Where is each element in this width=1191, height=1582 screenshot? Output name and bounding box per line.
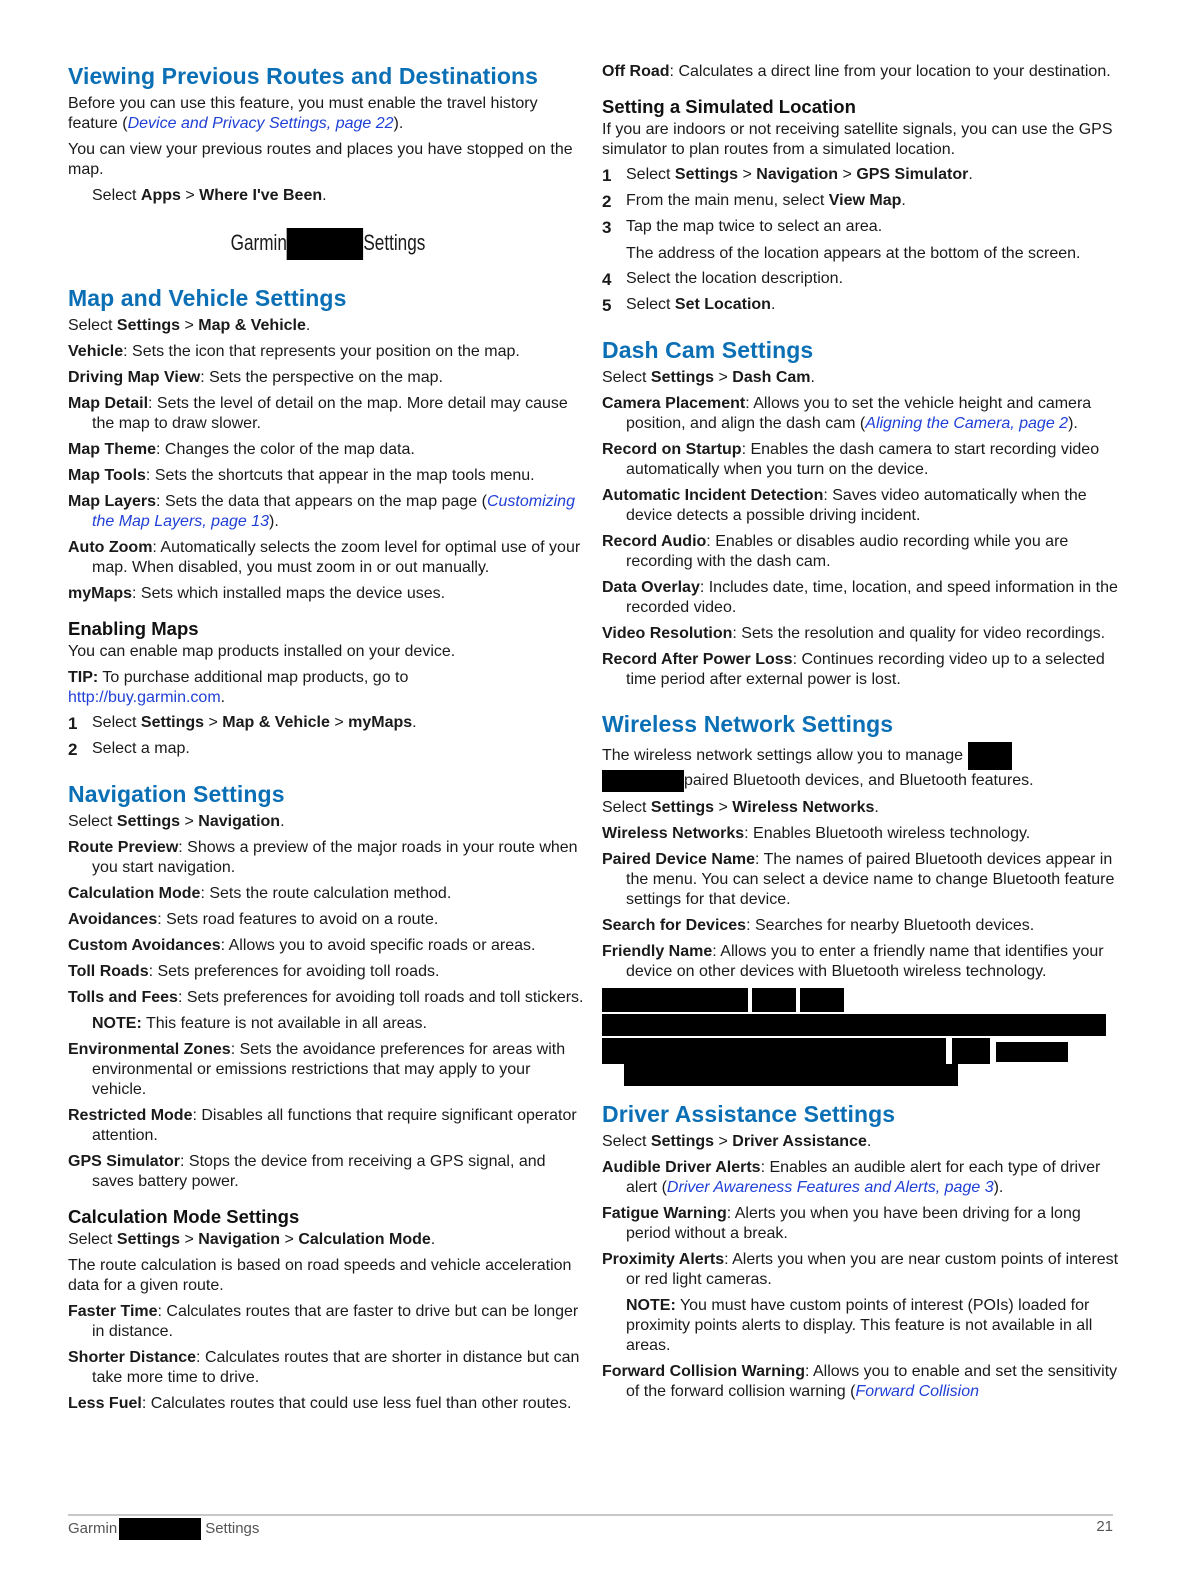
viewing-routes-intro: Before you can use this feature, you must enable the travel history feature (Device and Privacy Settings, page 22). — [68, 95, 538, 132]
simulated-location-intro: If you are indoors or not receiving satellite signals, you can use the GPS simulator to plan routes from a simulated location. — [602, 121, 1113, 158]
definition-item: Audible Driver Alerts: Enables an audible alert for each type of driver alert (Driver Awareness Features and Alerts, page 3). — [602, 1159, 1101, 1196]
proximity-note: NOTE: You must have custom points of interest (POIs) loaded for proximity points alerts to display. This feature is not available in all areas. — [626, 1297, 1093, 1354]
definition-item: Proximity Alerts: Alerts you when you are near custom points of interest or red light cameras. — [602, 1251, 1119, 1288]
definition-item: Toll Roads: Sets preferences for avoiding toll roads. — [68, 963, 440, 980]
definition-item: Map Tools: Sets the shortcuts that appear in the map tools menu. — [68, 467, 535, 484]
navigation-settings-heading: Navigation Settings — [68, 781, 285, 807]
definition-item: Less Fuel: Calculates routes that could use less fuel than other routes. — [68, 1395, 572, 1412]
driver-assistance-instruction: Select Settings > Driver Assistance. — [602, 1133, 872, 1150]
redaction-block — [968, 742, 1012, 770]
step-item: 1 Select Settings > Map & Vehicle > myMaps. — [68, 714, 417, 733]
footer-divider — [68, 1514, 1113, 1516]
definition-item: Off Road: Calculates a direct line from your location to your destination. — [602, 63, 1111, 80]
buy-garmin-link[interactable]: http://buy.garmin.com — [68, 689, 221, 706]
definition-item: Fatigue Warning: Alerts you when you have been driving for a long period without a break. — [602, 1205, 1081, 1242]
enabling-maps-tip: TIP: To purchase additional map products, go to http://buy.garmin.com. — [68, 669, 409, 706]
device-privacy-settings-link[interactable]: Device and Privacy Settings, page 22 — [127, 115, 394, 132]
page-footer — [68, 1518, 1113, 1538]
definition-item: Record on Startup: Enables the dash camera to start recording video automatically when you turn on the device. — [602, 441, 1100, 478]
definition-item: Camera Placement: Allows you to set the vehicle height and camera position, and align the dash cam (Aligning the Camera, page 2). — [602, 395, 1092, 432]
step-item: 2 From the main menu, select View Map. — [602, 192, 906, 211]
definition-item: Auto Zoom: Automatically selects the zoom level for optimal use of your map. When disabled, you must zoom in or out manually. — [68, 539, 581, 576]
definition-item: Custom Avoidances: Allows you to avoid specific roads or areas. — [68, 937, 536, 954]
definition-item: Wireless Networks: Enables Bluetooth wireless technology. — [602, 825, 1031, 842]
definition-item: Environmental Zones: Sets the avoidance preferences for areas with environmental or emissions restrictions that may apply to your vehicle. — [68, 1041, 566, 1098]
wireless-network-heading: Wireless Network Settings — [602, 711, 894, 737]
definition-item: Friendly Name: Allows you to enter a friendly name that identifies your device on other devices with Bluetooth wireless technology. — [602, 943, 1104, 980]
definition-item: Map Detail: Sets the level of detail on the map. More detail may cause the map to draw slower. — [68, 395, 568, 432]
redacted-paragraph — [602, 988, 1127, 1092]
definition-item: Tolls and Fees: Sets preferences for avoiding toll roads and toll stickers. — [68, 989, 584, 1006]
map-vehicle-heading: Map and Vehicle Settings — [68, 285, 347, 311]
step-item: 4 Select the location description. — [602, 270, 844, 289]
tolls-note: NOTE: This feature is not available in all areas. — [92, 1015, 427, 1032]
step-item: 2 Select a map. — [68, 740, 190, 759]
definition-item: Faster Time: Calculates routes that are faster to drive but can be longer in distance. — [68, 1303, 579, 1340]
dash-cam-heading: Dash Cam Settings — [602, 337, 814, 363]
page-number: 21 — [1096, 1518, 1113, 1535]
map-vehicle-instruction: Select Settings > Map & Vehicle. — [68, 317, 311, 334]
definition-item: Paired Device Name: The names of paired Bluetooth devices appear in the menu. You can select a device name to change Bluetooth feature settings for that device. — [602, 851, 1115, 908]
step-item: 3 Tap the map twice to select an area. — [602, 218, 883, 237]
definition-item: Map Layers: Sets the data that appears on the map page (Customizing the Map Layers, page 13). — [68, 493, 575, 530]
step-item: 1 Select Settings > Navigation > GPS Simulator. — [602, 166, 973, 185]
definition-item: Video Resolution: Sets the resolution and quality for video recordings. — [602, 625, 1106, 642]
definition-item: Record Audio: Enables or disables audio recording while you are recording with the dash cam. — [602, 533, 1069, 570]
navigation-instruction: Select Settings > Navigation. — [68, 813, 285, 830]
forward-collision-link[interactable]: Forward Collision — [855, 1383, 980, 1400]
left-column — [68, 62, 588, 1420]
wireless-network-instruction: Select Settings > Wireless Networks. — [602, 799, 879, 816]
aligning-camera-link[interactable]: Aligning the Camera, page 2 — [865, 415, 1069, 432]
wireless-network-intro: The wireless network settings allow you to manage paired Bluetooth devices, and Bluetooth features. — [602, 742, 1127, 792]
definition-item: Route Preview: Shows a preview of the major roads in your route when you start navigation. — [68, 839, 578, 876]
viewing-routes-heading: Viewing Previous Routes and Destinations — [68, 63, 539, 89]
chapter-title: Settings — [363, 229, 426, 255]
driver-assistance-heading: Driver Assistance Settings — [602, 1101, 896, 1127]
dash-cam-instruction: Select Settings > Dash Cam. — [602, 369, 815, 386]
step-item: 5 Select Set Location. — [602, 296, 776, 315]
chapter-brand: Garmin — [230, 229, 287, 255]
customizing-map-layers-link[interactable]: Customizing the Map Layers, page 13 — [92, 493, 575, 530]
viewing-routes-instruction: Select Apps > Where I've Been. — [92, 187, 327, 204]
simulated-location-heading: Setting a Simulated Location — [602, 96, 856, 117]
definition-item: myMaps: Sets which installed maps the device uses. — [68, 585, 446, 602]
calculation-mode-heading: Calculation Mode Settings — [68, 1206, 300, 1227]
right-column — [602, 62, 1127, 1408]
viewing-routes-description: You can view your previous routes and places you have stopped on the map. — [68, 141, 573, 178]
calculation-mode-description: The route calculation is based on road speeds and vehicle acceleration data for a given route. — [68, 1257, 572, 1294]
definition-item: Vehicle: Sets the icon that represents your position on the map. — [68, 343, 520, 360]
definition-item: Restricted Mode: Disables all functions that require significant operator attention. — [68, 1107, 577, 1144]
redaction-block — [119, 1518, 201, 1540]
definition-item: Avoidances: Sets road features to avoid on a route. — [68, 911, 439, 928]
definition-item: Search for Devices: Searches for nearby Bluetooth devices. — [602, 917, 1035, 934]
step-note: The address of the location appears at the bottom of the screen. — [626, 245, 1081, 262]
footer-brand: Garmin — [68, 1519, 118, 1537]
driver-awareness-link[interactable]: Driver Awareness Features and Alerts, page 3 — [666, 1179, 994, 1196]
definition-item: Automatic Incident Detection: Saves video automatically when the device detects a possible driving incident. — [602, 487, 1087, 524]
definition-item: Driving Map View: Sets the perspective on the map. — [68, 369, 443, 386]
definition-item: Forward Collision Warning: Allows you to enable and set the sensitivity of the forward collision warning (Forward Collision — [602, 1363, 1118, 1400]
enabling-maps-heading: Enabling Maps — [68, 618, 199, 639]
definition-item: Data Overlay: Includes date, time, location, and speed information in the recorded video. — [602, 579, 1118, 616]
definition-item: Record After Power Loss: Continues recording video up to a selected time period after external power is lost. — [602, 651, 1105, 688]
chapter-heading — [125, 228, 531, 262]
definition-item: Calculation Mode: Sets the route calculation method. — [68, 885, 452, 902]
redaction-block — [287, 228, 363, 260]
enabling-maps-intro: You can enable map products installed on your device. — [68, 643, 456, 660]
calculation-mode-instruction: Select Settings > Navigation > Calculation Mode. — [68, 1231, 436, 1248]
redaction-block — [602, 770, 684, 792]
definition-item: GPS Simulator: Stops the device from receiving a GPS signal, and saves battery power. — [68, 1153, 546, 1190]
definition-item: Map Theme: Changes the color of the map data. — [68, 441, 415, 458]
definition-item: Shorter Distance: Calculates routes that are shorter in distance but can take more time to drive. — [68, 1349, 580, 1386]
footer-section: Settings — [205, 1519, 260, 1537]
